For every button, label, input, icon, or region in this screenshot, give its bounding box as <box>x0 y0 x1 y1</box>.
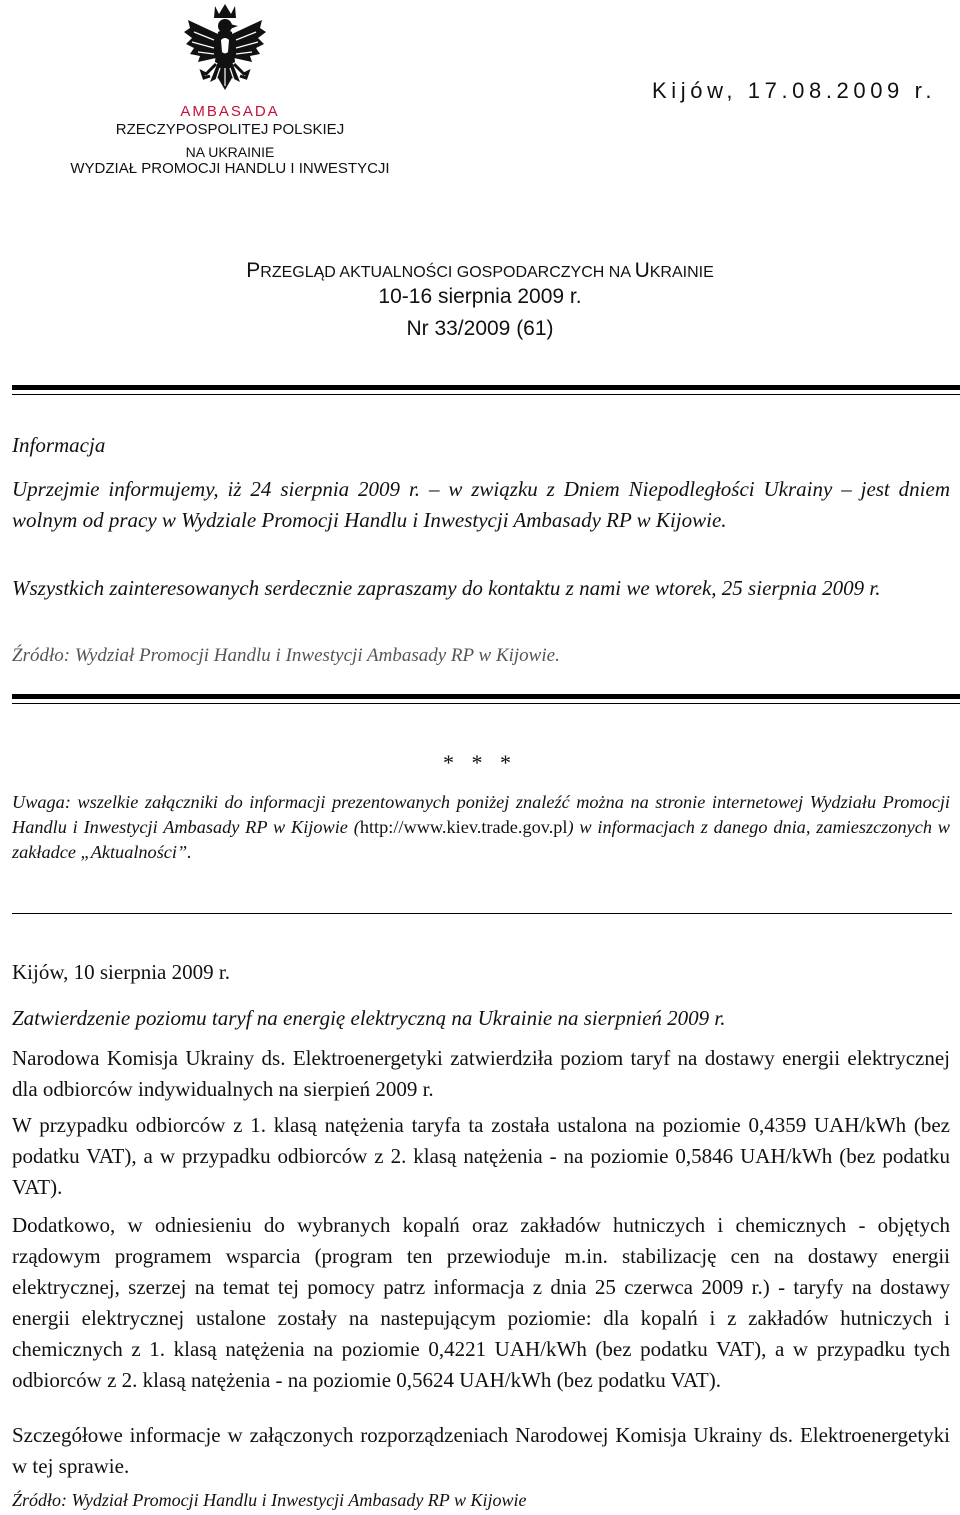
document-number: Nr 33/2009 (61) <box>406 317 554 340</box>
embassy-name-line-1: AMBASADA <box>180 103 280 120</box>
note-divider <box>12 913 952 914</box>
document-period: 10-16 sierpnia 2009 r. <box>378 285 582 308</box>
attachments-note <box>12 790 950 865</box>
info-divider-thin <box>12 703 960 704</box>
info-paragraph-1: Uprzejmie informujemy, iż 24 sierpnia 2009 r. – w związku z Dniem Niepodległości Ukrainy – jest dniem wolnym od pracy w Wydziale Promocji Handlu i Inwestycji Ambasady RP w Kijowie. <box>12 477 950 532</box>
header-divider-thick <box>12 385 960 390</box>
polish-eagle-emblem-icon <box>180 2 270 102</box>
document-place-date: Kijów, 17.08.2009 r. <box>652 78 937 103</box>
title-initial-p: P <box>246 259 261 282</box>
news-paragraph-3: Dodatkowo, w odniesieniu do wybranych kopalń oraz zakładów hutniczych i chemicznych - objętych rządowym programem wsparcia (program ten przewioduje m.in. stabilizację cen na dostawy energii elektrycznej, szerzej na temat tej pomocy patrz informacja z dnia 25 czerwca 2009 r.) - taryfy na dostawy energii elektrycznej ustalone zostały na nastepującym poziomie: dla kopalń i z zakładów hutniczych i chemicznych z 1. klasą natężenia na poziomie 0,4221 UAH/kWh (bez podatku VAT), a w przypadku tych odbiorców z 2. klasą natężenia - na poziomie 0,5624 UAH/kWh (bez podatku VAT). <box>12 1213 950 1392</box>
info-heading: Informacja <box>12 433 106 457</box>
document-title <box>0 259 960 283</box>
embassy-department: WYDZIAŁ PROMOCJI HANDLU I INWESTYCJI <box>70 160 390 177</box>
news-paragraph-1: Narodowa Komisja Ukrainy ds. Elektroenergetyki zatwierdziła poziom taryf na dostawy energii elektrycznej dla odbiorców indywidualnych na sierpień 2009 r. <box>12 1046 950 1101</box>
info-paragraph-2: Wszystkich zainteresowanych serdecznie zapraszamy do kontaktu z nami we wtorek, 25 sierpnia 2009 r. <box>12 576 881 600</box>
website-link[interactable]: http://www.kiev.trade.gov.pl <box>359 817 568 837</box>
news-date: Kijów, 10 sierpnia 2009 r. <box>12 960 230 984</box>
news-paragraph-4: Szczegółowe informacje w załączonych rozporządzeniach Narodowej Komisja Ukrainy ds. Elektroenergetyki w tej sprawie. <box>12 1423 950 1478</box>
news-title: Zatwierdzenie poziomu taryf na energię elektryczną na Ukrainie na sierpnień 2009 r. <box>12 1006 726 1030</box>
embassy-name-line-2: RZECZYPOSPOLITEJ POLSKIEJ <box>115 121 345 138</box>
info-divider-thick <box>12 694 960 699</box>
news-source: Źródło: Wydział Promocji Handlu i Inwestycji Ambasady RP w Kijowie <box>12 1490 527 1510</box>
info-source: Źródło: Wydział Promocji Handlu i Inwestycji Ambasady RP w Kijowie. <box>12 645 560 666</box>
note-text-start: Uwaga: wszelkie załączniki do informacji prezentowanych poniżej znaleźć można na stronie internetowej Wydziału Promocji Handlu i Inwestycji Ambasady RP w Kijowie ( <box>12 792 950 837</box>
title-main-text: RZEGLĄD AKTUALNOŚCI GOSPODARCZYCH NA <box>260 264 635 281</box>
embassy-name-line-3: NA UKRAINIE <box>185 144 275 160</box>
section-separator: * * * <box>443 750 517 775</box>
header-divider-thin <box>12 394 960 395</box>
title-ukraine-text: KRAINIE <box>649 264 714 281</box>
news-paragraph-2: W przypadku odbiorców z 1. klasą natężenia taryfa ta została ustalona na poziomie 0,4359 UAH/kWh (bez podatku VAT), a w przypadku odbiorców z 2. klasą natężenia - na poziomie 0,5846 UAH/kWh (bez podatku VAT). <box>12 1113 950 1199</box>
title-initial-u: U <box>634 259 650 282</box>
note-text-end: ) w informacjach z danego dnia, zamieszczonych w zakładce „Aktualności”. <box>12 817 950 862</box>
